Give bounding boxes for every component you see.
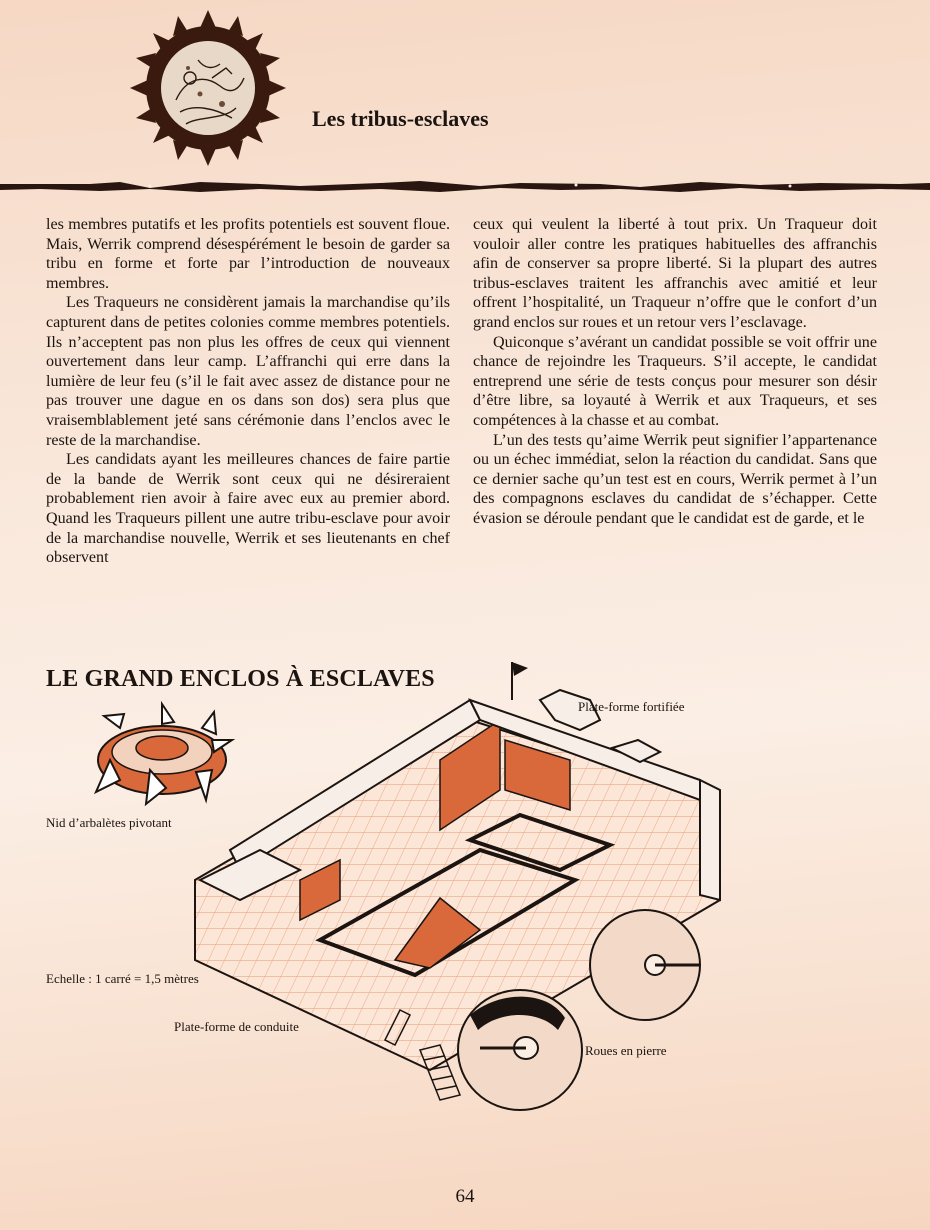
flag-icon (512, 662, 528, 700)
sun-emblem-icon (128, 8, 288, 168)
paragraph: Les Traqueurs ne considèrent jamais la marchandise qu’ils capturent dans de petites colonies comme membres potentiels. Ils n’acceptent pas non plus les offres de ceux qui viennent ouvertement dans leur camp. L’affranchi qui erre dans la lumière de leur feu (s’il le fait avec assez de distance pour ne pas trouver une dague en os dans son dos) sera plus que vraisemblablement jeté sans cérémonie dans l’enclos avec le reste de la marchandise. (46, 294, 450, 449)
label-scale: Echelle : 1 carré = 1,5 mètres (46, 971, 199, 986)
section-title: Les tribus-esclaves (312, 106, 489, 131)
paragraph: les membres putatifs et les profits potentiels est souvent floue. Mais, Werrik comprend désespérément le besoin de garder sa tribu en forme et forte par l’introduction de nouveaux membres. (46, 216, 450, 292)
figure-title: LE GRAND ENCLOS À ESCLAVES (46, 666, 435, 692)
stone-wheel-front (458, 990, 582, 1110)
paragraph: ceux qui veulent la liberté à tout prix. Un Traqueur doit vouloir aller contre les pratiques habituelles des affranchis afin de conserver sa propre liberté. Si la plupart des autres tribus-esclaves traitent les affranchis avec amitié et leur offrent l’hospitalité, un Traqueur n’offre que le confort d’un grand enclos sur roues et un retour vers l’esclavage. (473, 216, 877, 331)
crossbow-nest-icon (96, 704, 232, 804)
label-crossbow-nest: Nid d’arbalètes pivotant (46, 815, 172, 830)
stone-wheel-rear (590, 910, 700, 1020)
label-fortified-platform: Plate-forme fortifiée (578, 699, 685, 714)
paragraph: Quiconque s’avérant un candidat possible se voit offrir une chance de rejoindre les Traqueurs. S’il accepte, le candidat entreprend une série de tests conçus pour mesurer son désir d’être libre, sa loyauté à Werrik et aux Traqueurs, et ses compétences à la chasse et au combat. (473, 333, 877, 429)
page-number: 64 (455, 1186, 475, 1207)
label-stone-wheels: Roues en pierre (585, 1043, 667, 1058)
text-column-right (473, 215, 877, 529)
paragraph: Les candidats ayant les meilleures chances de faire partie de la bande de Werrik sont ceux qui ne désireraient probablement rien avoir à faire avec eux au premier abord. Quand les Traqueurs pillent une autre tribu-esclave pour avoir de la marchandise nouvelle, Werrik et ses lieutenants en chef observent (46, 451, 450, 567)
label-driving-platform: Plate-forme de conduite (174, 1019, 299, 1034)
slave-pen-diagram (0, 640, 930, 1120)
text-column-left (46, 215, 450, 568)
header-divider (0, 172, 930, 198)
paragraph: L’un des tests qu’aime Werrik peut signifier l’appartenance ou un échec immédiat, selon la réaction du candidat. Sans que ce dernier sache qu’un test est en cours, Werrik permet à l’un des compagnons esclaves du candidat de s’échapper. Cette évasion se déroule pendant que le candidat est de garde, et le (473, 431, 877, 527)
